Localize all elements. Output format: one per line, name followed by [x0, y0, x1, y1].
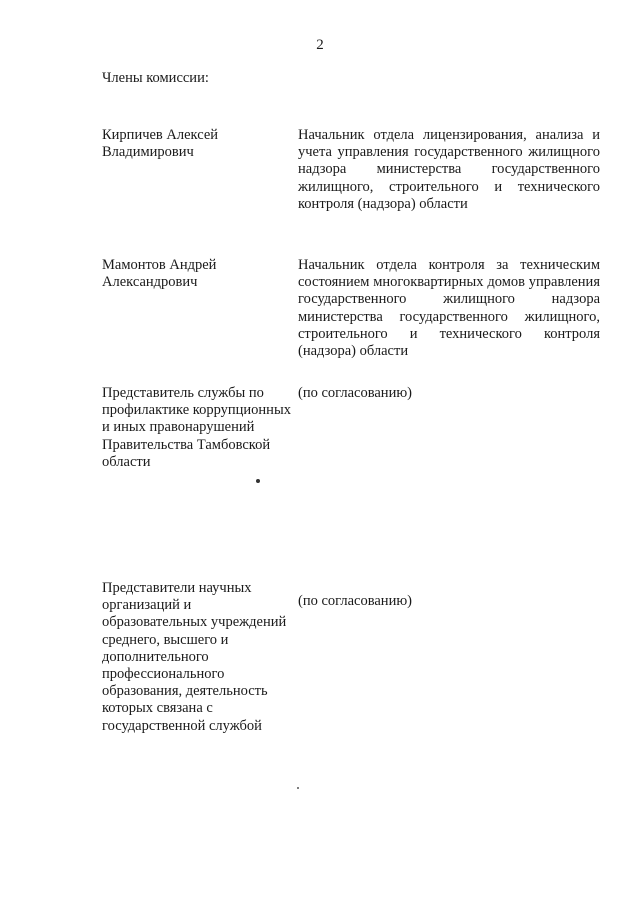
- member-name: Представитель службы по профилактике коррупционных и иных правонарушений Правительства Тамбовской области: [102, 385, 291, 470]
- member-position: (по согласованию): [298, 385, 412, 401]
- member-position: (по согласованию): [298, 593, 412, 609]
- ink-mark: [297, 787, 299, 789]
- member-name: Мамонтов Андрей Александрович: [102, 257, 217, 291]
- ink-mark: [256, 479, 260, 483]
- page-number: 2: [316, 37, 324, 53]
- member-position: Начальник отдела лицензирования, анализа и учета управления государственного жилищного надзора министерства государственного жилищного, строительного и технического контроля (надзора) области: [298, 127, 600, 212]
- member-name: Кирпичев Алексей Владимирович: [102, 127, 219, 161]
- member-name: Представители научных организаций и образовательных учреждений среднего, высшего и дополнительного профессионального образования, деятельность которых связана с государственной службой: [102, 580, 287, 734]
- member-position: Начальник отдела контроля за техническим состоянием многоквартирных домов управления государственного жилищного надзора министерства государственного жилищного, строительного и технического контроля (надзора) области: [298, 257, 600, 360]
- section-title: Члены комиссии:: [102, 70, 209, 86]
